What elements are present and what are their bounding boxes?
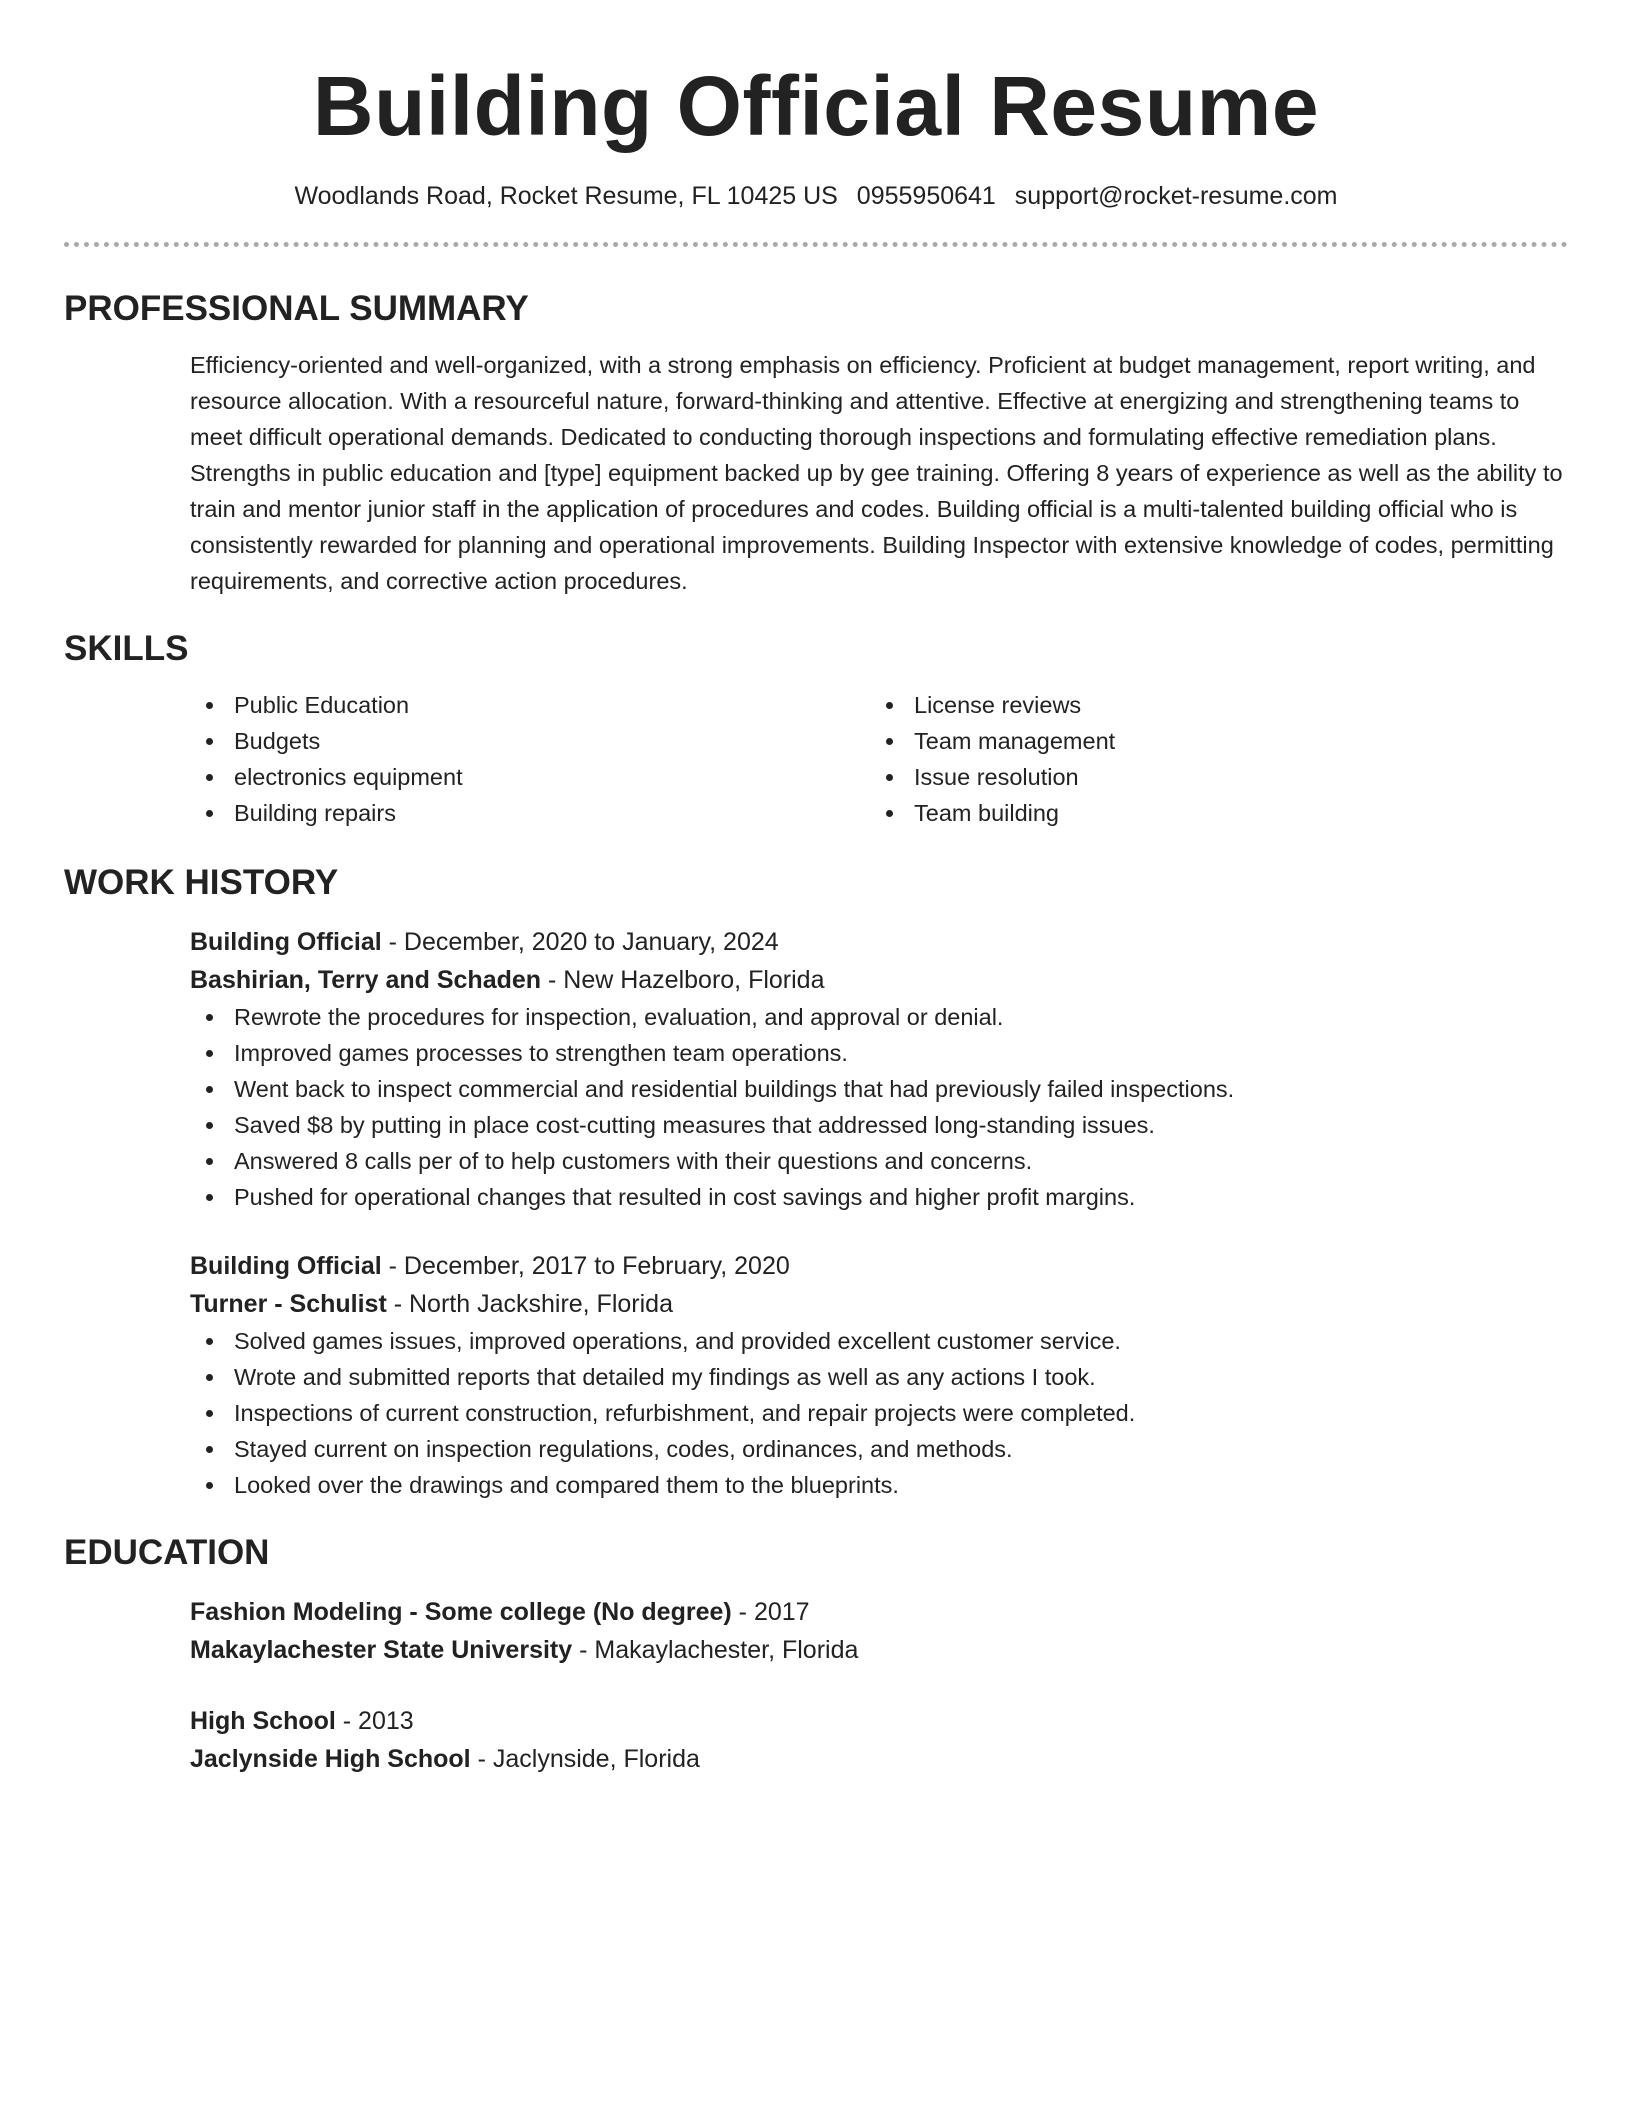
skill-item: Team building bbox=[870, 795, 1550, 831]
job-company-line bbox=[190, 961, 1568, 999]
education-degree-line bbox=[190, 1702, 1568, 1740]
skill-item: Team management bbox=[870, 723, 1550, 759]
job-duties bbox=[64, 999, 1568, 1215]
education-degree: High School bbox=[190, 1707, 336, 1735]
job-duty: Went back to inspect commercial and residential buildings that had previously failed inspections. bbox=[190, 1071, 1568, 1107]
skill-item: Building repairs bbox=[190, 795, 870, 831]
job-entry bbox=[190, 1247, 1568, 1503]
job-duty: Wrote and submitted reports that detailed my findings as well as any actions I took. bbox=[190, 1359, 1568, 1395]
resume-title: Building Official Resume bbox=[312, 59, 1320, 153]
education-entry bbox=[190, 1593, 1568, 1669]
job-duty: Saved $8 by putting in place cost-cutting measures that addressed long-standing issues. bbox=[190, 1107, 1568, 1143]
skill-item: License reviews bbox=[870, 687, 1550, 723]
contact-email: support@rocket-resume.com bbox=[1014, 182, 1338, 210]
job-company-line bbox=[190, 1285, 1568, 1323]
job-role: Building Official bbox=[190, 1252, 382, 1280]
summary-text: Efficiency-oriented and well-organized, with a strong emphasis on efficiency. Proficient at budget management, report writing, and resource allocation. With a resourceful nature, forward-thinking and attentive. Effective at energizing and strengthening teams to meet difficult operational demands. Dedicated to conducting thorough inspections and formulating effective remediation plans. Strengths in public education and [type] equipment backed up by gee training. Offering 8 years of experience as well as the ability to train and mentor junior staff in the application of procedures and codes. Building official is a multi-talented building official who is consistently rewarded for planning and operational improvements. Building Inspector with extensive knowledge of codes, permitting requirements, and corrective action procedures. bbox=[190, 352, 1563, 594]
job-role: Building Official bbox=[190, 928, 382, 956]
skill-item: Issue resolution bbox=[870, 759, 1550, 795]
job-duty: Solved games issues, improved operations, and provided excellent customer service. bbox=[190, 1323, 1568, 1359]
job-company: Turner - Schulist bbox=[190, 1290, 387, 1318]
job-duty: Stayed current on inspection regulations, codes, ordinances, and methods. bbox=[190, 1431, 1568, 1467]
job-duty: Rewrote the procedures for inspection, evaluation, and approval or denial. bbox=[190, 999, 1568, 1035]
skills-column-left bbox=[190, 687, 870, 831]
skills-heading: SKILLS bbox=[64, 629, 189, 668]
job-location: - North Jackshire, Florida bbox=[386, 1290, 673, 1318]
job-dates: - December, 2017 to February, 2020 bbox=[381, 1252, 790, 1280]
contact-address: Woodlands Road, Rocket Resume, FL 10425 US bbox=[294, 182, 838, 210]
skills-column-right bbox=[870, 687, 1550, 831]
job-duty: Answered 8 calls per of to help customers with their questions and concerns. bbox=[190, 1143, 1568, 1179]
education-school-line bbox=[190, 1631, 1568, 1669]
job-duty: Improved games processes to strengthen team operations. bbox=[190, 1035, 1568, 1071]
job-duty: Pushed for operational changes that resulted in cost savings and higher profit margins. bbox=[190, 1179, 1568, 1215]
job-duty: Inspections of current construction, refurbishment, and repair projects were completed. bbox=[190, 1395, 1568, 1431]
education-degree-line bbox=[190, 1593, 1568, 1631]
job-dates: - December, 2020 to January, 2024 bbox=[381, 928, 779, 956]
skill-item: electronics equipment bbox=[190, 759, 870, 795]
work-heading: WORK HISTORY bbox=[64, 863, 339, 902]
education-school: Jaclynside High School bbox=[190, 1745, 471, 1773]
summary-heading: PROFESSIONAL SUMMARY bbox=[64, 289, 529, 328]
education-year: - 2017 bbox=[731, 1598, 810, 1626]
education-heading: EDUCATION bbox=[64, 1533, 270, 1572]
contact-phone: 0955950641 bbox=[856, 182, 996, 210]
education-year: - 2013 bbox=[335, 1707, 414, 1735]
skill-item: Budgets bbox=[190, 723, 870, 759]
job-entry bbox=[190, 923, 1568, 1215]
job-location: - New Hazelboro, Florida bbox=[541, 966, 825, 994]
job-title-line bbox=[190, 923, 1568, 961]
education-school-line bbox=[190, 1740, 1568, 1778]
education-location: - Jaclynside, Florida bbox=[470, 1745, 700, 1773]
education-location: - Makaylachester, Florida bbox=[572, 1636, 859, 1664]
job-company: Bashirian, Terry and Schaden bbox=[190, 966, 542, 994]
job-title-line bbox=[190, 1247, 1568, 1285]
skill-item: Public Education bbox=[190, 687, 870, 723]
education-entry bbox=[190, 1702, 1568, 1778]
job-duties bbox=[64, 1323, 1568, 1503]
education-degree: Fashion Modeling - Some college (No degree) bbox=[190, 1598, 732, 1626]
education-school: Makaylachester State University bbox=[190, 1636, 573, 1664]
header-divider bbox=[64, 242, 1568, 247]
job-duty: Looked over the drawings and compared them to the blueprints. bbox=[190, 1467, 1568, 1503]
skills-list bbox=[190, 687, 1568, 831]
contact-line bbox=[64, 180, 1568, 212]
